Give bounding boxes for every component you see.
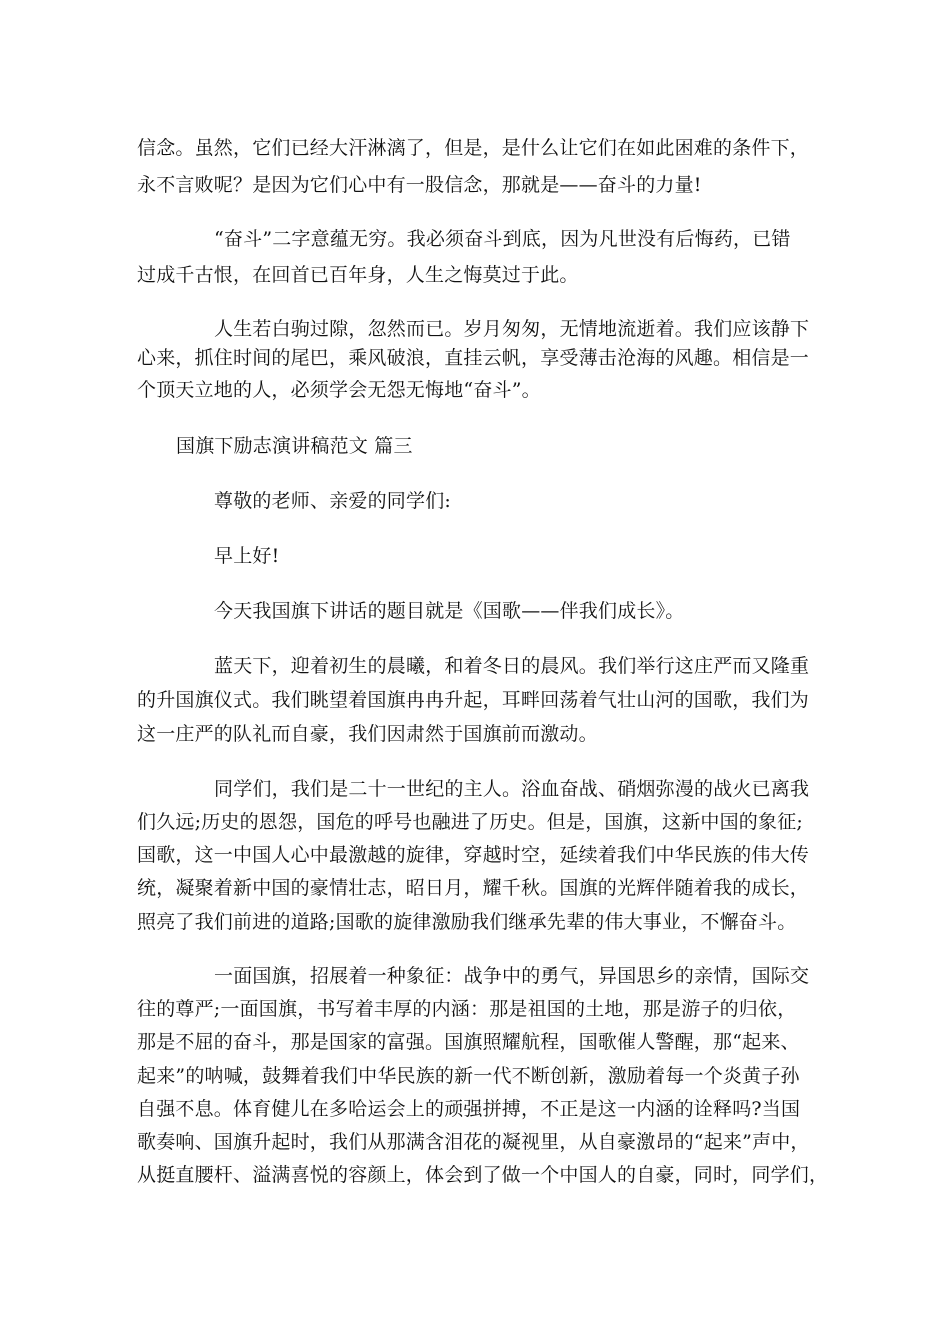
text-line: 今天我国旗下讲话的题目就是《国歌——伴我们成长》。 <box>214 600 685 622</box>
text-line: 这一庄严的队礼而自豪，我们因肃然于国旗前而激动。 <box>137 723 598 745</box>
text-line: 的升国旗仪式。我们眺望着国旗冉冉升起，耳畔回荡着气壮山河的国歌，我们为 <box>137 689 810 711</box>
text-line: 自强不息。体育健儿在多哈运会上的顽强拼搏，不正是这一内涵的诠释吗?当国 <box>137 1098 801 1120</box>
text-line: 人生若白驹过隙，忽然而已。岁月匆匆，无情地流逝着。我们应该静下 <box>214 318 810 340</box>
text-line: 往的尊严;一面国旗，书写着丰厚的内涵：那是祖国的土地，那是游子的归依， <box>137 998 797 1020</box>
text-line: 个顶天立地的人，必须学会无怨无悔地“奋斗”。 <box>137 379 541 401</box>
text-line: 信念。虽然，它们已经大汗淋漓了，但是，是什么让它们在如此困难的条件下， <box>137 137 810 159</box>
text-line: 国歌，这一中国人心中最激越的旋律，穿越时空，延续着我们中华民族的伟大传 <box>137 844 810 866</box>
salutation: 尊敬的老师、亲爱的同学们: <box>214 490 452 512</box>
text-line: 起来”的呐喊，鼓舞着我们中华民族的新一代不断创新，激励着每一个炎黄子孙 <box>137 1065 800 1087</box>
text-line: 照亮了我们前进的道路;国歌的旋律激励我们继承先辈的伟大事业，不懈奋斗。 <box>137 911 797 933</box>
text-line: 永不言败呢？是因为它们心中有一股信念，那就是——奋斗的力量! <box>137 174 702 196</box>
text-line: 们久远;历史的恩怨，国危的呼号也融进了历史。但是，国旗，这新中国的象征; <box>137 811 804 833</box>
text-line: 心来，抓住时间的尾巴，乘风破浪，直挂云帆，享受薄击沧海的风趣。相信是一 <box>137 347 810 369</box>
section-heading: 国旗下励志演讲稿范文 篇三 <box>176 435 413 457</box>
text-line: 蓝天下，迎着初生的晨曦，和着冬日的晨风。我们举行这庄严而又隆重 <box>214 655 810 677</box>
text-line: “奋斗”二字意蕴无穷。我必须奋斗到底，因为凡世没有后悔药，已错 <box>214 228 791 250</box>
text-line: 歌奏响、国旗升起时，我们从那满含泪花的凝视里，从自豪激昂的“起来”声中， <box>137 1131 810 1153</box>
text-line: 那是不屈的奋斗，那是国家的富强。国旗照耀航程，国歌催人警醒，那“起来、 <box>137 1031 800 1053</box>
text-line: 过成千古恨，在回首已百年身，人生之悔莫过于此。 <box>137 264 579 286</box>
text-line: 一面国旗，招展着一种象征：战争中的勇气，异国思乡的亲情，国际交 <box>214 965 810 987</box>
text-line: 统，凝聚着新中国的豪情壮志，昭日月，耀千秋。国旗的光辉伴随着我的成长， <box>137 877 810 899</box>
greeting: 早上好! <box>214 545 280 567</box>
text-line: 从挺直腰杆、溢满喜悦的容颜上，体会到了做一个中国人的自豪，同时，同学们， <box>137 1164 829 1186</box>
text-line: 同学们，我们是二十一世纪的主人。浴血奋战、硝烟弥漫的战火已离我 <box>214 778 810 800</box>
